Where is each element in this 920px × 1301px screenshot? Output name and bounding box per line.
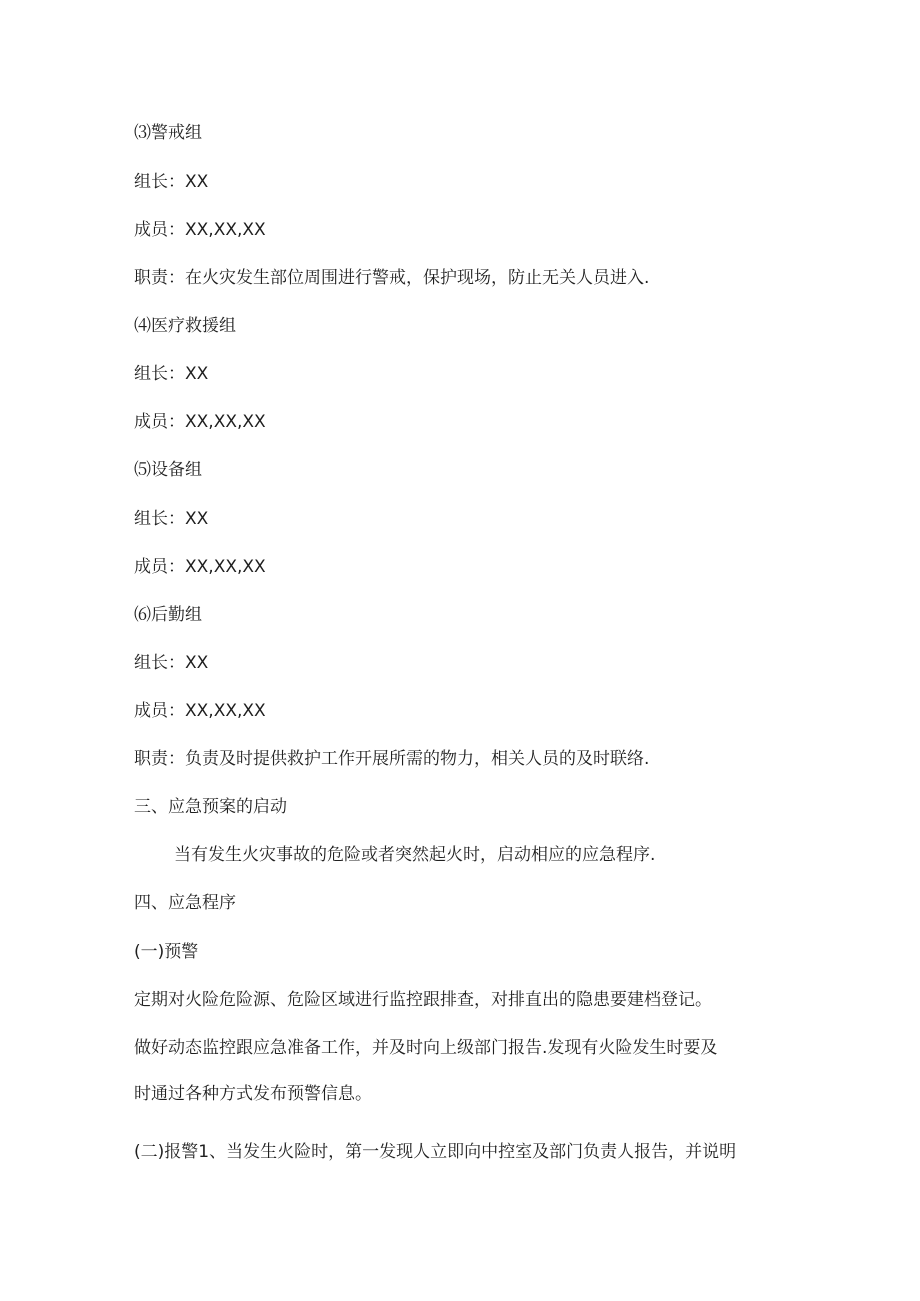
chapter-heading-emergency-procedure: 四、应急程序 [134, 893, 236, 913]
paragraph-warning-line: 时通过各种方式发布预警信息。 [134, 1084, 372, 1104]
chapter-heading-plan-activation: 三、应急预案的启动 [134, 797, 287, 817]
section-heading-logistics-group: ⑹后勤组 [134, 605, 202, 625]
duty-description-line: 职责：负责及时提供救护工作开展所需的物力，相关人员的及时联络. [134, 749, 650, 769]
paragraph-warning-line: 定期对火险危险源、危险区域进行监控跟排查，对排直出的隐患要建档登记。 [134, 990, 712, 1010]
group-members-line: 成员：XX,XX,XX [134, 412, 266, 432]
subsection-heading-warning: (一)预警 [134, 942, 199, 962]
group-members-line: 成员：XX,XX,XX [134, 701, 266, 721]
group-leader-line: 组长：XX [134, 653, 209, 673]
group-members-line: 成员：XX,XX,XX [134, 220, 266, 240]
group-leader-line: 组长：XX [134, 364, 209, 384]
duty-description-line: 职责：在火灾发生部位周围进行警戒，保护现场，防止无关人员进入. [134, 268, 650, 288]
paragraph-plan-activation: 当有发生火灾事故的危险或者突然起火时，启动相应的应急程序. [174, 845, 656, 865]
group-leader-line: 组长：XX [134, 172, 209, 192]
section-heading-medical-group: ⑷医疗救援组 [134, 316, 236, 336]
paragraph-warning-line: 做好动态监控跟应急准备工作，并及时向上级部门报告.发现有火险发生时要及 [134, 1038, 718, 1058]
group-leader-line: 组长：XX [134, 509, 209, 529]
paragraph-alarm-line: (二)报警1、当发生火险时，第一发现人立即向中控室及部门负责人报告，并说明 [134, 1142, 737, 1162]
section-heading-security-group: ⑶警戒组 [134, 123, 202, 143]
section-heading-equipment-group: ⑸设备组 [134, 460, 202, 480]
group-members-line: 成员：XX,XX,XX [134, 557, 266, 577]
